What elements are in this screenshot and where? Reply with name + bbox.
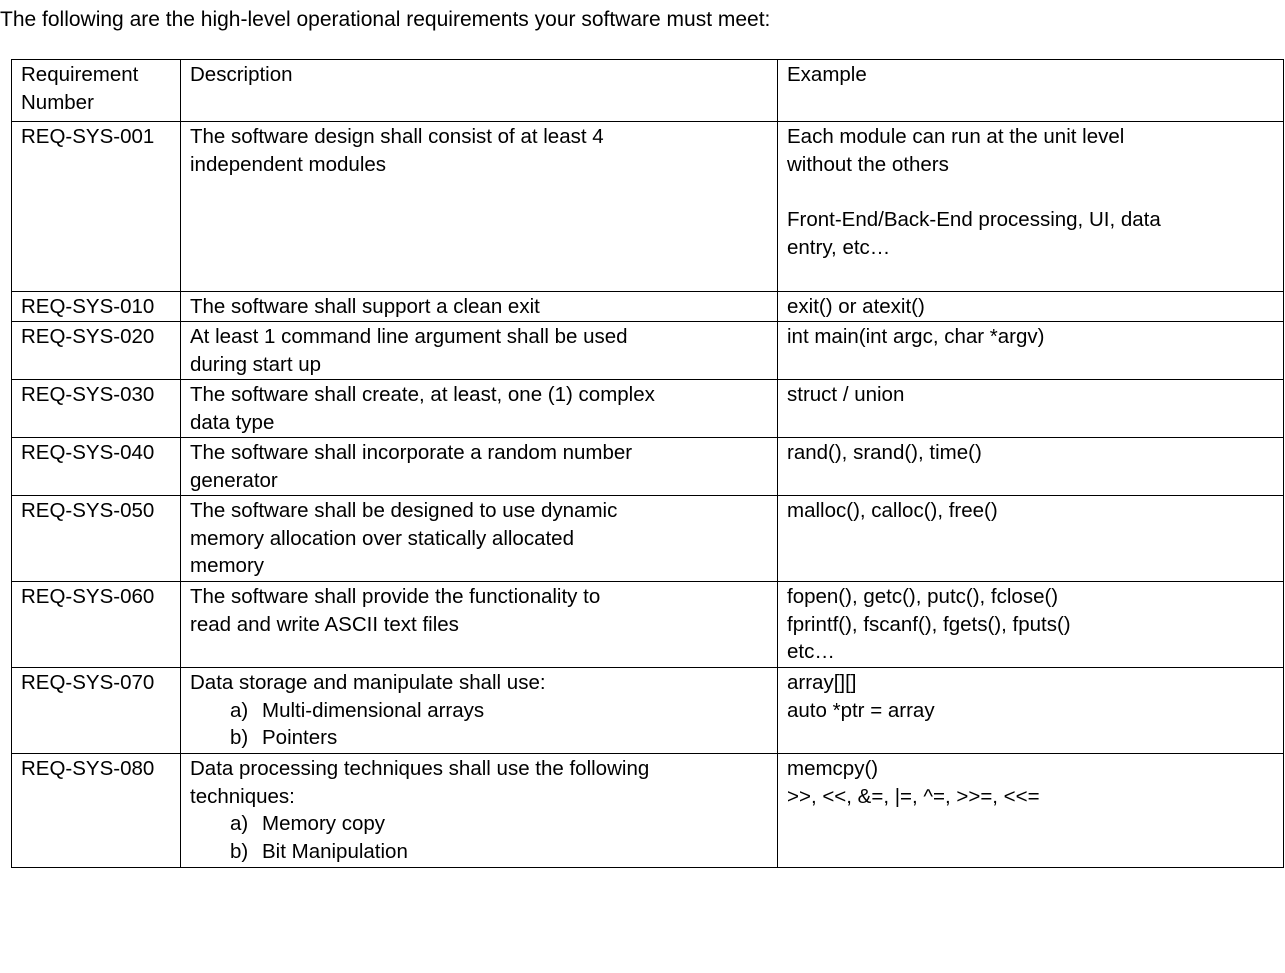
req-id: REQ-SYS-001	[12, 122, 181, 292]
table-row	[12, 667, 1284, 753]
req-description: The software shall incorporate a random number generator	[181, 437, 778, 495]
intro-text: The following are the high-level operational requirements your software must meet:	[0, 8, 771, 31]
sub-item: a) Multi-dimensional arrays	[230, 698, 485, 722]
req-description: Data processing techniques shall use the following techniques: a) Memory copy b) Bit Manipulation	[181, 753, 778, 867]
header-requirement-number: Requirement Number	[12, 60, 181, 122]
req-description: The software shall be designed to use dynamic memory allocation over statically allocated memory	[181, 495, 778, 581]
table-row	[12, 581, 1284, 667]
header-example: Example	[778, 60, 1284, 122]
req-example: struct / union	[778, 379, 1284, 437]
header-description: Description	[181, 60, 778, 122]
req-id: REQ-SYS-050	[12, 495, 181, 581]
table-row	[12, 753, 1284, 867]
req-id: REQ-SYS-030	[12, 379, 181, 437]
req-example: int main(int argc, char *argv)	[778, 321, 1284, 379]
table-row	[12, 292, 1284, 322]
req-example: memcpy() >>, <<, &=, |=, ^=, >>=, <<=	[778, 753, 1284, 867]
req-id: REQ-SYS-070	[12, 667, 181, 753]
req-id: REQ-SYS-080	[12, 753, 181, 867]
req-description: The software shall create, at least, one (1) complex data type	[181, 379, 778, 437]
req-id: REQ-SYS-060	[12, 581, 181, 667]
req-example: Each module can run at the unit level without the others Front-End/Back-End processing, UI, data entry, etc…	[778, 122, 1284, 292]
table-row	[12, 379, 1284, 437]
req-id: REQ-SYS-040	[12, 437, 181, 495]
req-description: The software shall provide the functionality to read and write ASCII text files	[181, 581, 778, 667]
req-id: REQ-SYS-010	[12, 292, 181, 322]
req-description: At least 1 command line argument shall be used during start up	[181, 321, 778, 379]
req-description: The software shall support a clean exit	[181, 292, 778, 322]
table-row	[12, 321, 1284, 379]
req-example: exit() or atexit()	[778, 292, 1284, 322]
req-example: array[][] auto *ptr = array	[778, 667, 1284, 753]
req-description: Data storage and manipulate shall use: a) Multi-dimensional arrays b) Pointers	[181, 667, 778, 753]
header-row	[12, 60, 1284, 122]
sub-item: b) Pointers	[230, 726, 338, 750]
req-id: REQ-SYS-020	[12, 321, 181, 379]
req-example: rand(), srand(), time()	[778, 437, 1284, 495]
table-row	[12, 437, 1284, 495]
sub-item: a) Memory copy	[230, 812, 386, 836]
req-example: fopen(), getc(), putc(), fclose() fprintf(), fscanf(), fgets(), fputs() etc…	[778, 581, 1284, 667]
req-description: The software design shall consist of at least 4 independent modules	[181, 122, 778, 292]
req-example: malloc(), calloc(), free()	[778, 495, 1284, 581]
sub-item: b) Bit Manipulation	[230, 840, 408, 864]
requirements-table	[11, 59, 1284, 868]
table-row	[12, 495, 1284, 581]
table-row	[12, 122, 1284, 292]
